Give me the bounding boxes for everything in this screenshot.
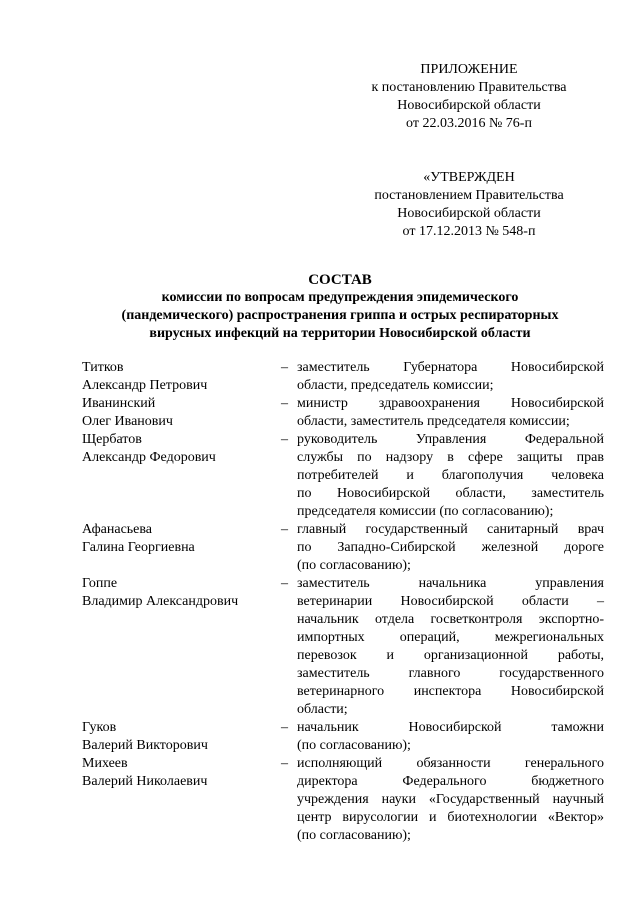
member-role xyxy=(297,575,604,719)
member-role-line: исполняющий обязанности генерального xyxy=(297,756,604,771)
member-row xyxy=(82,431,604,521)
approved-title: «УТВЕРЖДЕН xyxy=(423,170,515,185)
member-dash: – xyxy=(281,522,288,537)
member-role-line: заместитель Губернатора Новосибирской xyxy=(297,360,604,375)
member-role-line: службы по надзору в сфере защиты прав xyxy=(297,450,604,465)
heading-line: комиссии по вопросам предупреждения эпидемического xyxy=(161,290,519,305)
appendix-line: к постановлению Правительства xyxy=(371,80,567,95)
member-dash: – xyxy=(281,432,288,447)
members-list xyxy=(82,359,604,845)
member-role-line: главный государственный санитарный врач xyxy=(297,522,604,537)
member-role xyxy=(297,521,604,575)
heading-line: вирусных инфекций на территории Новосибирской области xyxy=(149,326,531,341)
member-role-line: импортных операций, межрегиональных xyxy=(297,630,604,645)
member-role-line: ветеринарии Новосибирской области – xyxy=(297,594,604,609)
member-role-line: по Западно-Сибирской железной дороге xyxy=(297,540,604,555)
member-role xyxy=(297,359,604,395)
member-name xyxy=(82,431,272,521)
member-role-line: центр вирусологии и биотехнологии «Вектор» xyxy=(297,810,604,825)
member-role-line: (по согласованию); xyxy=(297,738,411,753)
member-row xyxy=(82,719,604,755)
member-given-names: Владимир Александрович xyxy=(82,594,239,609)
member-role-line: перевозок и организационной работы, xyxy=(297,648,604,663)
member-surname: Титков xyxy=(82,360,124,375)
member-name xyxy=(82,575,272,719)
member-role-line: председателя комиссии (по согласованию); xyxy=(297,504,554,519)
approved-date: от 17.12.2013 № 548-п xyxy=(402,224,536,239)
member-given-names: Олег Иванович xyxy=(82,414,173,429)
member-name xyxy=(82,521,272,575)
member-surname: Гуков xyxy=(82,720,117,735)
member-role-line: (по согласованию); xyxy=(297,828,411,843)
member-role-line: потребителей и благополучия человека xyxy=(297,468,604,483)
member-dash: – xyxy=(281,576,288,591)
member-role xyxy=(297,395,604,431)
appendix-block xyxy=(354,61,584,133)
member-dash: – xyxy=(281,396,288,411)
appendix-date: от 22.03.2016 № 76-п xyxy=(406,116,532,131)
member-surname: Иванинский xyxy=(82,396,156,411)
member-dash: – xyxy=(281,756,288,771)
approved-block xyxy=(354,169,584,241)
member-name xyxy=(82,359,272,395)
member-given-names: Александр Федорович xyxy=(82,450,216,465)
member-role xyxy=(297,431,604,521)
member-role-line: заместитель начальника управления xyxy=(297,576,604,591)
approved-line: постановлением Правительства xyxy=(374,188,564,203)
member-row xyxy=(82,755,604,845)
member-name xyxy=(82,395,272,431)
member-surname: Михеев xyxy=(82,756,128,771)
member-role-line: области, заместитель председателя комиссии; xyxy=(297,414,570,429)
member-role xyxy=(297,719,604,755)
member-name xyxy=(82,755,272,845)
member-role-line: заместитель главного государственного xyxy=(297,666,604,681)
member-role-line: начальник отдела госветконтроля экспортно- xyxy=(297,612,604,627)
member-role-line: учреждения науки «Государственный научный xyxy=(297,792,604,807)
member-role-line: (по согласованию); xyxy=(297,558,411,573)
member-role-line: области, председатель комиссии; xyxy=(297,378,494,393)
member-given-names: Валерий Николаевич xyxy=(82,774,208,789)
member-role-line: начальник Новосибирской таможни xyxy=(297,720,604,735)
member-surname: Афанасьева xyxy=(82,522,153,537)
member-row xyxy=(82,395,604,431)
heading-line: (пандемического) распространения гриппа и острых респираторных xyxy=(121,308,559,323)
member-dash: – xyxy=(281,360,288,375)
appendix-line: Новосибирской области xyxy=(397,98,541,113)
member-surname: Щербатов xyxy=(82,432,142,447)
member-surname: Гоппе xyxy=(82,576,118,591)
member-given-names: Галина Георгиевна xyxy=(82,540,195,555)
member-role-line: директора Федерального бюджетного xyxy=(297,774,604,789)
member-given-names: Валерий Викторович xyxy=(82,738,208,753)
member-given-names: Александр Петрович xyxy=(82,378,208,393)
approved-line: Новосибирской области xyxy=(397,206,541,221)
member-role xyxy=(297,755,604,845)
member-role-line: министр здравоохранения Новосибирской xyxy=(297,396,604,411)
appendix-title: ПРИЛОЖЕНИЕ xyxy=(420,62,518,77)
member-role-line: руководитель Управления Федеральной xyxy=(297,432,604,447)
member-name xyxy=(82,719,272,755)
member-row xyxy=(82,359,604,395)
document-heading xyxy=(60,271,620,343)
member-row xyxy=(82,575,604,719)
member-role-line: области; xyxy=(297,702,348,717)
member-row xyxy=(82,521,604,575)
member-role-line: ветеринарного инспектора Новосибирской xyxy=(297,684,604,699)
member-role-line: по Новосибирской области, заместитель xyxy=(297,486,604,501)
member-dash: – xyxy=(281,720,288,735)
heading-title: СОСТАВ xyxy=(308,272,372,288)
